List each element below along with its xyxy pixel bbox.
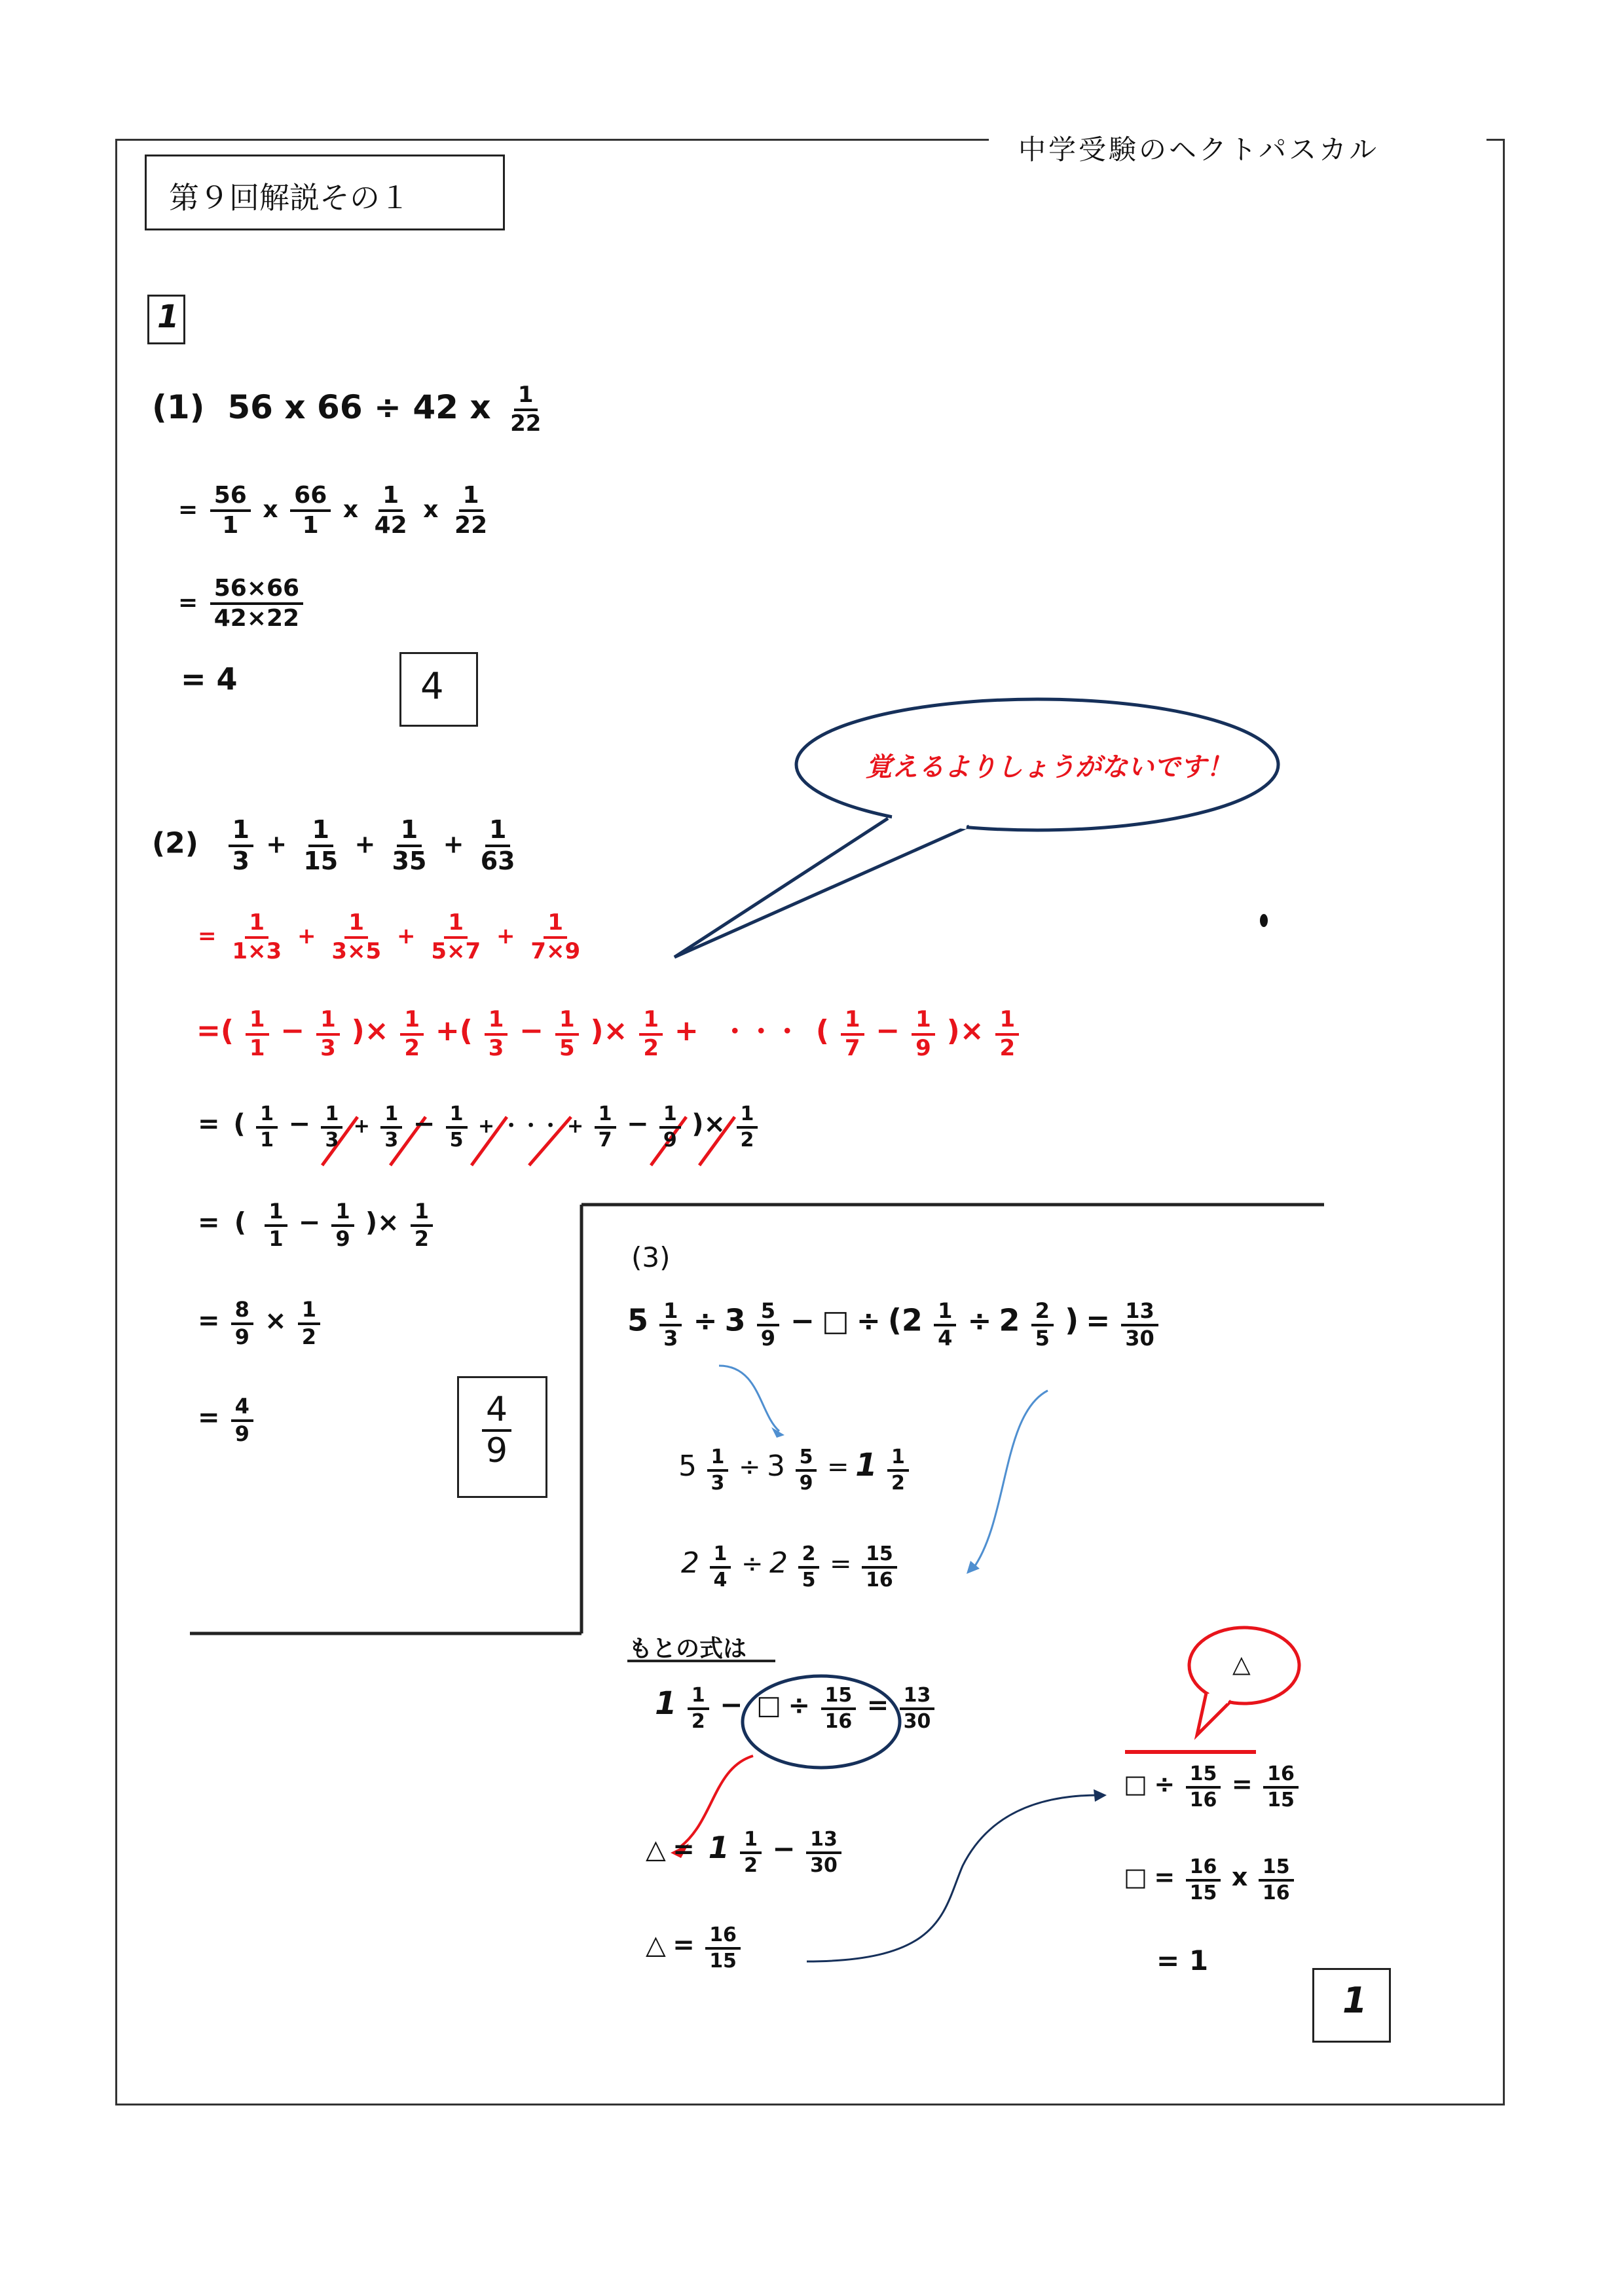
p3-motono: もとの式は — [629, 1635, 747, 1662]
p3-calc1: 5 $\frac{1}{3}$ ÷ 3 $\frac{5}{9}$ = 1 $\frac{1}{2}$ — [678, 1447, 913, 1493]
p2-step3: = ( $\frac{1}{1}$ − $\frac{1}{3}$ + $\frac{1}{3}$ − $\frac{1}{5}$ + ・・・ + $\frac{1}{7}$ − $\frac{1}{9}$ )× $\frac{1}{2}$ — [198, 1104, 762, 1150]
p1-answer: 4 — [420, 665, 444, 708]
p3-calc2: 2 $\frac{1}{4}$ ÷ 2 $\frac{2}{5}$ = $\frac{15}{16}$ — [681, 1544, 901, 1590]
p2-label: (2) — [152, 826, 198, 860]
p2-step4: = ( $\frac{1}{1}$ − $\frac{1}{9}$ )× $\frac{1}{2}$ — [198, 1201, 437, 1250]
p3-r3: = 1 — [1156, 1944, 1209, 1977]
section-number: 1 — [157, 299, 179, 335]
p2-step1: = $\frac{1}{1\times 3}$ + $\frac{1}{3\times 5}$ + $\frac{1}{5\times 7}$ + $\frac{1}{7\times 9}$ — [198, 909, 581, 964]
p1-num-b: 66 — [317, 388, 363, 427]
p1-step2: = $\frac{56\times 66}{42\times 22}$ — [178, 576, 307, 631]
brand-text: 中学受験のヘクトパスカル — [1018, 134, 1380, 166]
p2-answer: $\frac{4}{9}$ — [478, 1392, 515, 1468]
arrow-calc1 — [719, 1366, 779, 1431]
p1-op: x — [284, 388, 306, 427]
p1-num-a: 56 — [227, 388, 273, 427]
p1-fraction: $\frac{1}{22}$ — [510, 382, 542, 437]
arrow-navy — [807, 1795, 1104, 1961]
p3-tri1: △ = 1 $\frac{1}{2}$ − $\frac{13}{30}$ — [646, 1829, 845, 1876]
p2-step2: =( $\frac{1}{1}$ − $\frac{1}{3}$ )× $\frac{1}{2}$ +( $\frac{1}{3}$ − $\frac{1}{5}$ )× $\frac{1}{2}$ + ・・・ ( $\frac{1}{7}$ − $\frac{1}{9}$ )× $\frac{1}{2}$ — [196, 1008, 1023, 1060]
p2-problem: (2) $\frac{1}{3}$ + $\frac{1}{15}$ + $\frac{1}{35}$ + $\frac{1}{63}$ — [152, 815, 515, 875]
p3-problem: 5 $\frac{1}{3}$ ÷ 3 $\frac{5}{9}$ − □ ÷ (2 $\frac{1}{4}$ ÷ 2 $\frac{2}{5}$ ) = $\frac{13}{30}$ — [627, 1300, 1162, 1349]
bubble-tail — [674, 818, 969, 957]
p2-step5: = $\frac{8}{9}$ × $\frac{1}{2}$ — [198, 1299, 324, 1348]
p1-label: (1) — [152, 388, 205, 427]
bubble-text: 覚えるよりしょうがないです！ — [866, 752, 1232, 782]
p3-r1: □ ÷ $\frac{15}{16}$ = $\frac{16}{15}$ — [1124, 1764, 1302, 1810]
p3-answer: 1 — [1342, 1980, 1367, 2021]
p1-num-c: 42 — [413, 388, 458, 427]
p2-step6: = $\frac{4}{9}$ — [198, 1396, 257, 1445]
p3-eqA: 1 $\frac{1}{2}$ − □ ÷ $\frac{15}{16}$ = $\frac{13}{30}$ — [655, 1685, 938, 1732]
p1-op: ÷ — [374, 388, 401, 427]
page-title: 第９回解説その１ — [169, 180, 410, 215]
p1-op: x — [470, 388, 491, 427]
p3-tri-bubble-text: △ — [1232, 1651, 1251, 1678]
arrow-calc2 — [973, 1391, 1048, 1569]
p1-step3: = 4 — [181, 661, 238, 697]
p1-step1: = $\frac{56}{1}$ x $\frac{66}{1}$ x $\frac{1}{42}$ x $\frac{1}{22}$ — [178, 482, 488, 539]
p3-r2: □ = $\frac{16}{15}$ x $\frac{15}{16}$ — [1124, 1857, 1298, 1903]
p3-tri2: △ = $\frac{16}{15}$ — [646, 1925, 745, 1971]
p3-label: (3) — [631, 1241, 671, 1273]
